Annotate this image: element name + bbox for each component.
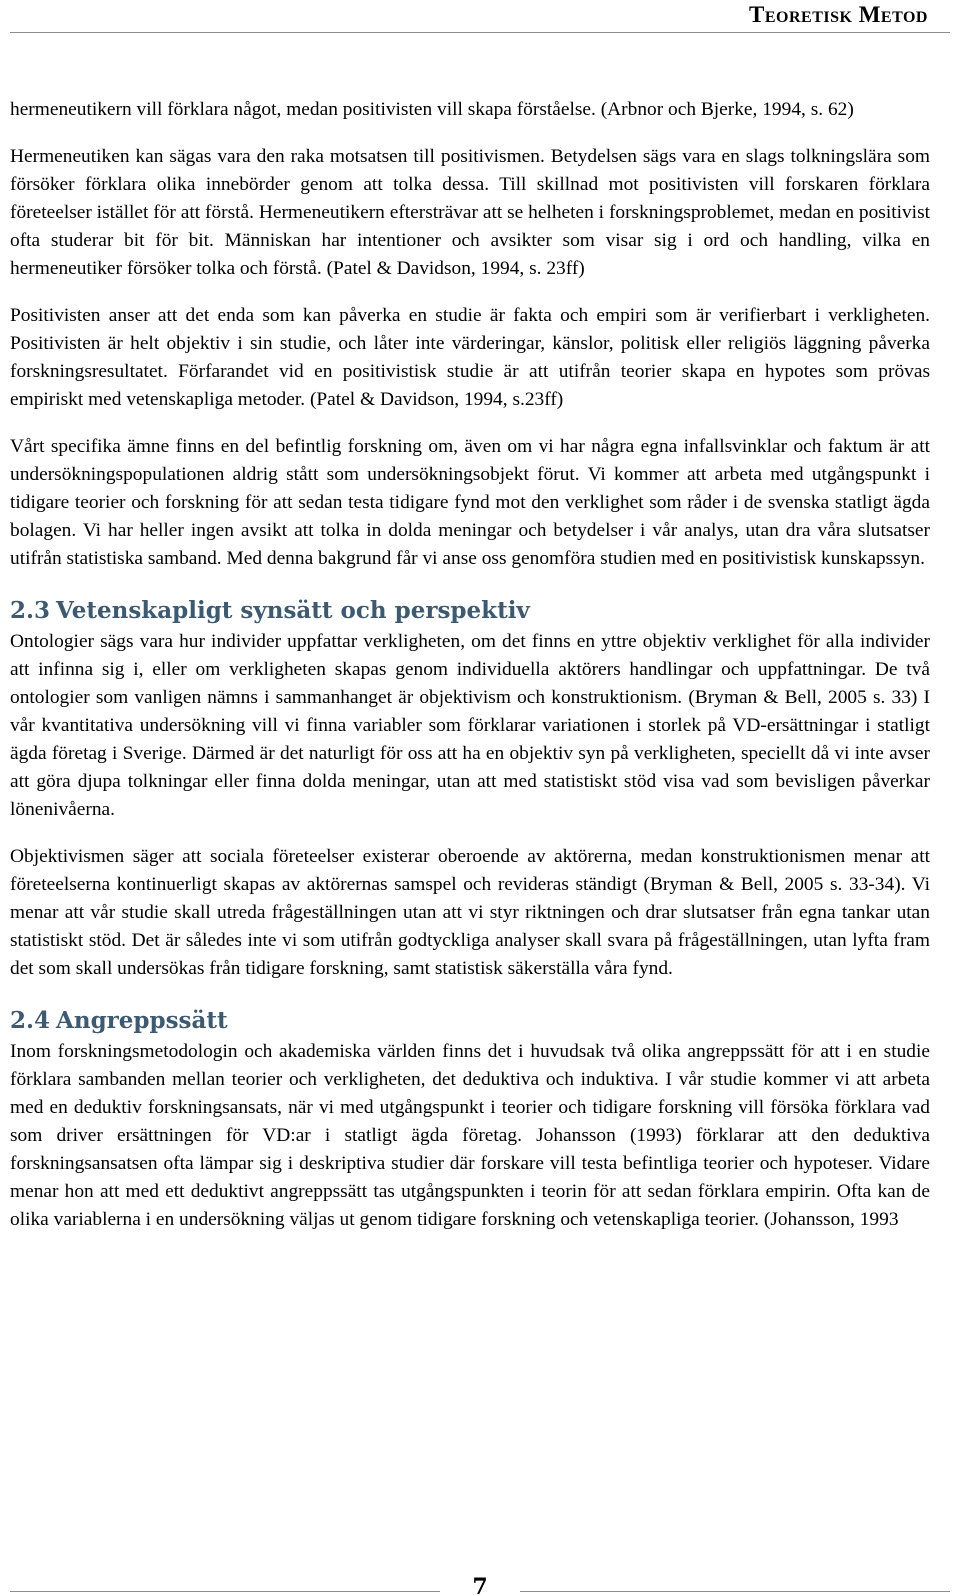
paragraph-3: Positivisten anser att det enda som kan påverka en studie är fakta och empiri som är verifierbart i verkligheten. Positivisten är helt objektiv i sin studie, och låter inte värderingar, känslor, politisk eller religiös läggning påverka forskningsresultatet. Förfarandet vid en positivistisk studie är att utifrån teorier skapa en hypotes som prövas empiriskt med vetenskapliga metoder. (Patel & Davidson, 1994, s.23ff) — [10, 305, 930, 410]
page-number: 7 — [472, 1574, 488, 1596]
section-number: 2.4 — [10, 1007, 51, 1034]
running-header: Teoretisk Metod — [749, 2, 928, 27]
section-title: Vetenskapligt synsätt och perspektiv — [56, 597, 530, 624]
page-body — [10, 96, 930, 1253]
paragraph-1: hermeneutikern vill förklara något, medan positivisten vill skapa förståelse. (Arbnor och Bjerke, 1994, s. 62) — [10, 99, 854, 120]
section-title: Angreppssätt — [56, 1007, 228, 1034]
paragraph-4: Vårt specifika ämne finns en del befintlig forskning om, även om vi har några egna infallsvinklar och faktum är att undersökningspopulationen aldrig stått som undersökningsobjekt förut. Vi kommer att arbeta med utgångspunkt i tidigare teorier och forskning för att sedan testa tidigare fynd mot den verklighet som råder i de svenska statligt ägda bolagen. Vi har heller ingen avsikt att tolka in dolda meningar och betydelser i vår analys, utan dra våra slutsatser utifrån statistiska samband. Med denna bakgrund får vi anse oss genomföra studien med en positivistisk kunskapssyn. — [10, 436, 930, 569]
paragraph-7: Inom forskningsmetodologin och akademiska världen finns det i huvudsak två olika angreppssätt för att i en studie förklara sambanden mellan teorier och verkligheten, det deduktiva och induktiva. I vår studie kommer vi att arbeta med en deduktiv forskningsansats, när vi med utgångspunkt i teorier och tidigare forskning vill försöka förklara vad som driver ersättningen för VD:ar i statligt ägda företag. Johansson (1993) förklarar att den deduktiva forskningsansatsen ofta lämpar sig i deskriptiva studier där forskare vill testa befintliga teorier och hypoteser. Vidare menar hon att med ett deduktivt angreppssätt tas utgångspunkten i teorin för att sedan förklara empirin. Ofta kan de olika variablerna i en undersökning väljas ut genom tidigare forskning och vetenskapliga teorier. (Johansson, 1993 — [10, 1041, 930, 1230]
paragraph-2: Hermeneutiken kan sägas vara den raka motsatsen till positivismen. Betydelsen sägs vara en slags tolkningslära som försöker förklara olika innebörder genom att tolka dessa. Till skillnad mot positivisten vill forskaren förklara företeelser istället för att förstå. Hermeneutikern eftersträvar att se helheten i forskningsproblemet, medan en positivist ofta studerar bit för bit. Människan har intentioner och avsikter som visar sig i ord och handling, vilka en hermeneutiker försöker tolka och förstå. (Patel & Davidson, 1994, s. 23ff) — [10, 146, 930, 279]
section-heading-2-4 — [10, 1004, 930, 1038]
header-rule — [10, 32, 950, 33]
section-number: 2.3 — [10, 597, 51, 624]
paragraph-6: Objektivismen säger att sociala företeelser existerar oberoende av aktörerna, medan konstruktionismen menar att företeelserna kontinuerligt skapas av aktörernas samspel och revideras ständigt (Bryman & Bell, 2005 s. 33-34). Vi menar att vår studie skall utreda frågeställningen utan att vi styr riktningen och drar slutsatser från egna tankar utan statistiskt stöd. Det är således inte vi som utifrån godtyckliga analyser skall svara på frågeställningen, utan lyfta fram det som skall undersökas från tidigare forskning, samt statistisk säkerställa våra fynd. — [10, 846, 930, 979]
paragraph-5: Ontologier sägs vara hur individer uppfattar verkligheten, om det finns en yttre objektiv verklighet för alla individer att infinna sig i, eller om verkligheten skapas genom individuella aktörers handlingar och uppfattningar. De två ontologier som vanligen nämns i sammanhanget är objektivism och konstruktionism. (Bryman & Bell, 2005 s. 33) I vår kvantitativa undersökning vill vi finna variabler som förklarar variationen i storlek på VD-ersättningar i statligt ägda företag i Sverige. Därmed är det naturligt för oss att ha en objektiv syn på verkligheten, speciellt då vi inte avser att göra djupa tolkningar eller finna dolda meningar, utan att med statistiskt stöd visa vad som bevisligen påverkar lönenivåerna. — [10, 631, 930, 820]
section-heading-2-3 — [10, 594, 930, 628]
